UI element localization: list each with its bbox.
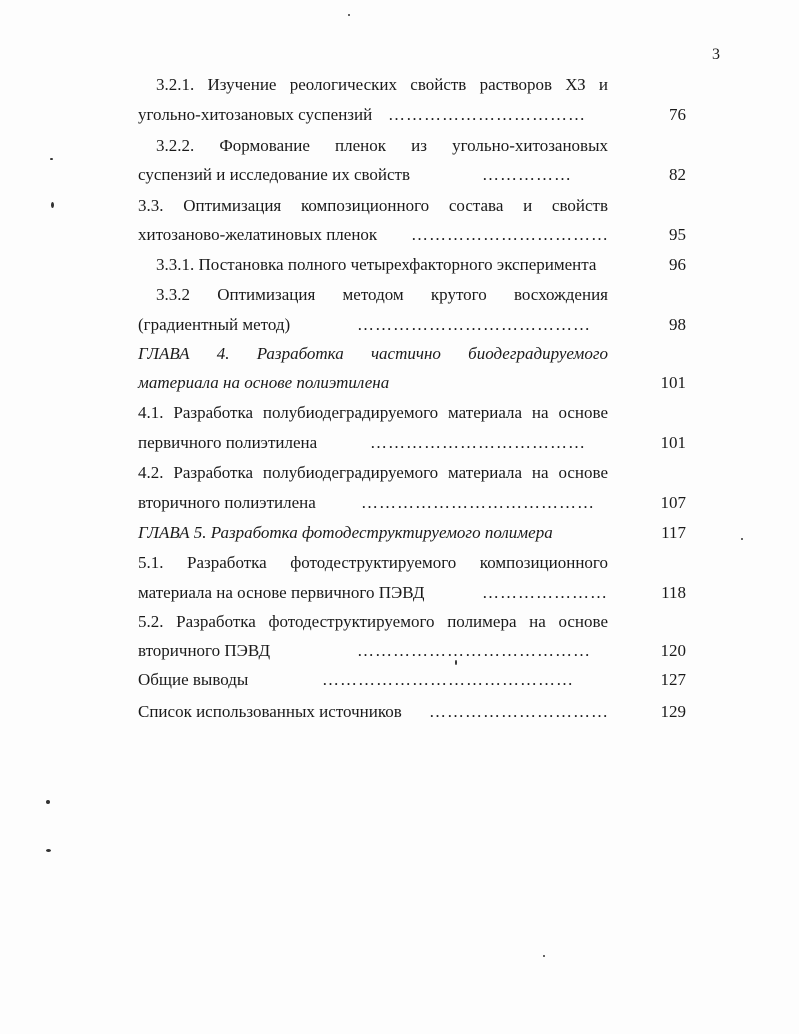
toc-line-text: Общие выводы bbox=[138, 670, 249, 689]
toc-page-number: 98 bbox=[669, 315, 686, 334]
toc-line-text: первичного полиэтилена bbox=[138, 433, 318, 452]
scan-speck bbox=[46, 800, 50, 804]
toc-line: 3.3.1. Постановка полного четырехфакторного эксперимента bbox=[156, 255, 597, 274]
toc-line bbox=[138, 668, 608, 692]
toc-page-number: 82 bbox=[669, 165, 686, 184]
leader-dots: …………… bbox=[482, 165, 572, 184]
toc-line: 3.2.2. Формование пленок из угольно-хитозановых bbox=[156, 136, 608, 155]
toc-line bbox=[138, 639, 608, 663]
toc-line-text: (градиентный метод) bbox=[138, 315, 291, 334]
toc-line-text: вторичного полиэтилена bbox=[138, 493, 316, 512]
toc-page-number: 76 bbox=[669, 105, 686, 124]
toc-line bbox=[138, 491, 608, 515]
toc-line: 3.2.1. Изучение реологических свойств растворов ХЗ и bbox=[156, 75, 608, 94]
toc-line bbox=[138, 103, 608, 127]
toc-line bbox=[138, 431, 608, 455]
toc-line: 5.2. Разработка фотодеструктируемого полимера на основе bbox=[138, 612, 608, 631]
scan-speck bbox=[46, 849, 51, 852]
scan-speck bbox=[51, 202, 54, 208]
leader-dots: ………………………… bbox=[429, 702, 609, 721]
leader-dots: …………………………… bbox=[388, 105, 586, 124]
toc-line: 5.1. Разработка фотодеструктируемого композиционного bbox=[138, 553, 608, 572]
toc-page-number: 117 bbox=[661, 523, 686, 542]
page-number: 3 bbox=[712, 46, 720, 63]
leader-dots: ……………………………… bbox=[370, 433, 586, 452]
toc-line: 4.1. Разработка полубиодеградируемого материала на основе bbox=[138, 403, 608, 422]
toc-page-number: 127 bbox=[660, 670, 686, 689]
toc-page-number: 129 bbox=[660, 702, 686, 721]
toc-line-text: суспензий и исследование их свойств bbox=[138, 165, 410, 184]
toc-page-number: 101 bbox=[660, 373, 686, 392]
toc-page-number: 107 bbox=[660, 493, 686, 512]
leader-dots: ………………………………… bbox=[357, 315, 591, 334]
leader-dots: ………………………………… bbox=[361, 493, 595, 512]
toc-page-number: 96 bbox=[669, 255, 686, 274]
leader-dots: ………………… bbox=[482, 583, 608, 602]
toc-line bbox=[138, 313, 608, 337]
toc-line: 3.3. Оптимизация композиционного состава и свойств bbox=[138, 196, 608, 215]
scan-speck bbox=[348, 14, 350, 16]
toc-line: 4.2. Разработка полубиодеградируемого материала на основе bbox=[138, 463, 608, 482]
toc-page-number: 118 bbox=[661, 583, 686, 602]
toc-line-text: вторичного ПЭВД bbox=[138, 641, 271, 660]
toc-line bbox=[138, 700, 608, 724]
toc-line-text: материала на основе первичного ПЭВД bbox=[138, 583, 425, 602]
leader-dots: …………………………… bbox=[411, 225, 609, 244]
toc-line: материала на основе полиэтилена bbox=[138, 373, 390, 392]
leader-dots: …………………………………… bbox=[322, 670, 574, 689]
toc-line: ГЛАВА 4. Разработка частично биодеградируемого bbox=[138, 344, 608, 363]
toc-line bbox=[138, 163, 608, 187]
toc-line-text: хитозаново-желатиновых пленок bbox=[138, 225, 378, 244]
scan-speck bbox=[455, 660, 457, 665]
toc-line: 3.3.2 Оптимизация методом крутого восхождения bbox=[156, 285, 608, 304]
toc-page-number: 95 bbox=[669, 225, 686, 244]
toc-page-number: 101 bbox=[660, 433, 686, 452]
toc-line: ГЛАВА 5. Разработка фотодеструктируемого полимера bbox=[138, 523, 553, 542]
toc-line-text: угольно-хитозановых суспензий bbox=[138, 105, 373, 124]
toc-line bbox=[138, 581, 608, 605]
leader-dots: ………………………………… bbox=[357, 641, 591, 660]
scan-speck bbox=[741, 538, 743, 540]
toc-line bbox=[138, 223, 608, 247]
toc-page-number: 120 bbox=[660, 641, 686, 660]
scan-speck bbox=[543, 955, 545, 957]
scan-speck bbox=[50, 158, 53, 160]
toc-line-text: Список использованных источников bbox=[138, 702, 402, 721]
